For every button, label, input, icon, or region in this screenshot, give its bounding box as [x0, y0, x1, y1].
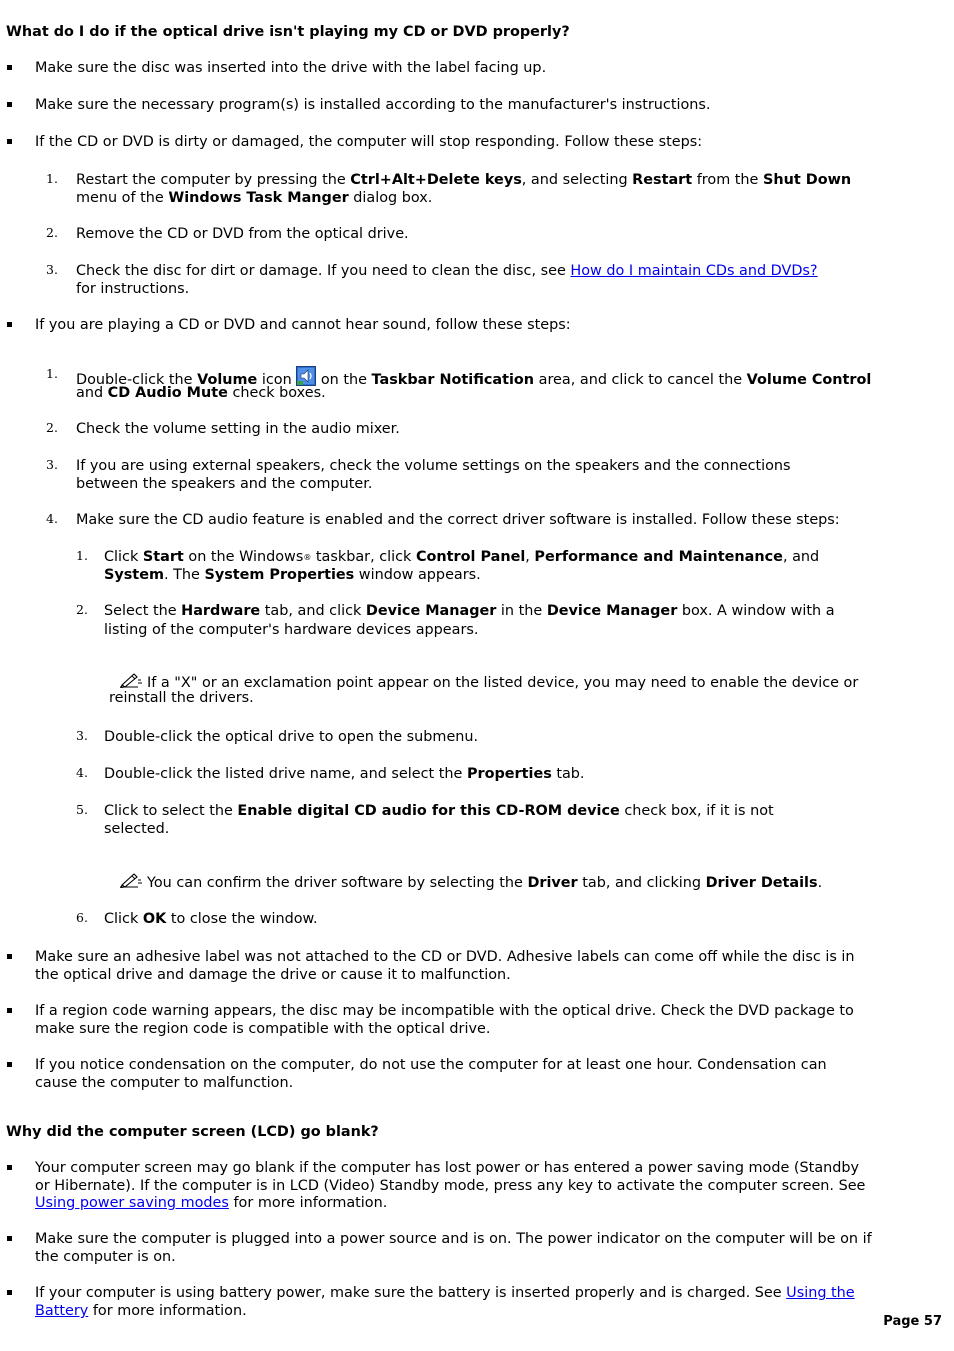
link-using-battery[interactable]: Using the: [786, 1285, 855, 1301]
bullet-marker: [7, 1062, 12, 1067]
note-text: If a "X" or an exclamation point appear on the listed device, you may need to enable the device or: [119, 672, 858, 692]
step-text: and CD Audio Mute check boxes.: [76, 385, 326, 401]
step-text: Restart the computer by pressing the Ctrl+Alt+Delete keys, and selecting Restart from the Shut Down: [76, 172, 852, 188]
step-number: 4.: [46, 511, 58, 526]
bullet-text: Make sure an adhesive label was not attached to the CD or DVD. Adhesive labels can come off while the disc is in: [35, 949, 855, 965]
bullet-text: If your computer is using battery power, make sure the battery is inserted properly and is charged. See Using the: [35, 1285, 855, 1301]
step-text: Click Start on the Windows® taskbar, click Control Panel, Performance and Maintenance, and: [104, 549, 820, 565]
step-text: listing of the computer's hardware devices appears.: [104, 622, 479, 638]
step-number: 4.: [76, 765, 88, 780]
bullet-marker: [7, 322, 12, 327]
bullet-marker: [7, 102, 12, 107]
step-number: 3.: [46, 457, 58, 472]
bullet-text: If you notice condensation on the computer, do not use the computer for at least one hour. Condensation can: [35, 1057, 827, 1073]
step-text: Remove the CD or DVD from the optical drive.: [76, 226, 409, 242]
bullet-text: or Hibernate). If the computer is in LCD (Video) Standby mode, press any key to activate the computer screen. See: [35, 1178, 866, 1194]
step-number: 2.: [46, 225, 58, 240]
step-text: Check the volume setting in the audio mixer.: [76, 421, 400, 437]
step-text: Select the Hardware tab, and click Device Manager in the Device Manager box. A window with a: [104, 603, 835, 619]
link-power-saving-modes[interactable]: Using power saving modes: [35, 1195, 229, 1211]
section-heading-optical-drive: What do I do if the optical drive isn't playing my CD or DVD properly?: [6, 24, 570, 40]
step-number: 6.: [76, 910, 88, 925]
bullet-text: If a region code warning appears, the disc may be incompatible with the optical drive. Check the DVD package to: [35, 1003, 854, 1019]
step-number: 3.: [46, 262, 58, 277]
step-number: 2.: [46, 420, 58, 435]
page-number: Page 57: [883, 1314, 942, 1329]
bullet-marker: [7, 139, 12, 144]
note-pencil-icon: [119, 872, 143, 888]
bullet-text: If the CD or DVD is dirty or damaged, the computer will stop responding. Follow these steps:: [35, 134, 703, 150]
section-heading-screen-blank: Why did the computer screen (LCD) go blank?: [6, 1124, 379, 1140]
note-pencil-icon: [119, 672, 143, 688]
step-text: Double-click the listed drive name, and select the Properties tab.: [104, 766, 585, 782]
step-number: 1.: [46, 366, 58, 381]
step-text: Click OK to close the window.: [104, 911, 318, 927]
bullet-text: the computer is on.: [35, 1249, 176, 1265]
step-number: 3.: [76, 728, 88, 743]
bullet-marker: [7, 1008, 12, 1013]
link-using-battery[interactable]: Battery: [35, 1303, 89, 1319]
volume-icon: [296, 366, 316, 386]
bullet-text: If you are playing a CD or DVD and cannot hear sound, follow these steps:: [35, 317, 571, 333]
step-text: Double-click the optical drive to open the submenu.: [104, 729, 479, 745]
step-number: 2.: [76, 602, 88, 617]
step-text: Click to select the Enable digital CD audio for this CD-ROM device check box, if it is not: [104, 803, 774, 819]
bullet-text: Your computer screen may go blank if the computer has lost power or has entered a power saving mode (Standby: [35, 1160, 860, 1176]
step-text: System. The System Properties window appears.: [104, 567, 481, 583]
note-text: reinstall the drivers.: [109, 690, 254, 706]
bullet-text: Battery for more information.: [35, 1303, 247, 1319]
bullet-marker: [7, 1236, 12, 1241]
step-text: Double-click the Volume icon on the Taskbar Notification area, and click to cancel the Volume Control: [76, 366, 871, 389]
step-number: 1.: [46, 171, 58, 186]
bullet-text: the optical drive and damage the drive or cause it to malfunction.: [35, 967, 511, 983]
step-text: between the speakers and the computer.: [76, 476, 373, 492]
step-text: selected.: [104, 821, 170, 837]
step-text: for instructions.: [76, 281, 190, 297]
bullet-text: Make sure the computer is plugged into a power source and is on. The power indicator on the computer will be on if: [35, 1231, 872, 1247]
bullet-marker: [7, 954, 12, 959]
bullet-text: Make sure the disc was inserted into the drive with the label facing up.: [35, 60, 547, 76]
bullet-text: cause the computer to malfunction.: [35, 1075, 294, 1091]
bullet-marker: [7, 1165, 12, 1170]
bullet-text: Using power saving modes for more information.: [35, 1195, 388, 1211]
step-text: Check the disc for dirt or damage. If you need to clean the disc, see How do I maintain CDs and DVDs?: [76, 263, 818, 279]
bullet-text: make sure the region code is compatible with the optical drive.: [35, 1021, 491, 1037]
note-text: You can confirm the driver software by selecting the Driver tab, and clicking Driver Details.: [119, 872, 822, 892]
step-number: 1.: [76, 548, 88, 563]
bullet-text: Make sure the necessary program(s) is installed according to the manufacturer's instructions.: [35, 97, 711, 113]
bullet-marker: [7, 1290, 12, 1295]
step-text: If you are using external speakers, check the volume settings on the speakers and the connections: [76, 458, 791, 474]
bullet-marker: [7, 65, 12, 70]
step-text: Make sure the CD audio feature is enabled and the correct driver software is installed. Follow these steps:: [76, 512, 840, 528]
link-maintain-cds[interactable]: How do I maintain CDs and DVDs?: [570, 263, 818, 279]
step-number: 5.: [76, 802, 88, 817]
step-text: menu of the Windows Task Manger dialog box.: [76, 190, 433, 206]
